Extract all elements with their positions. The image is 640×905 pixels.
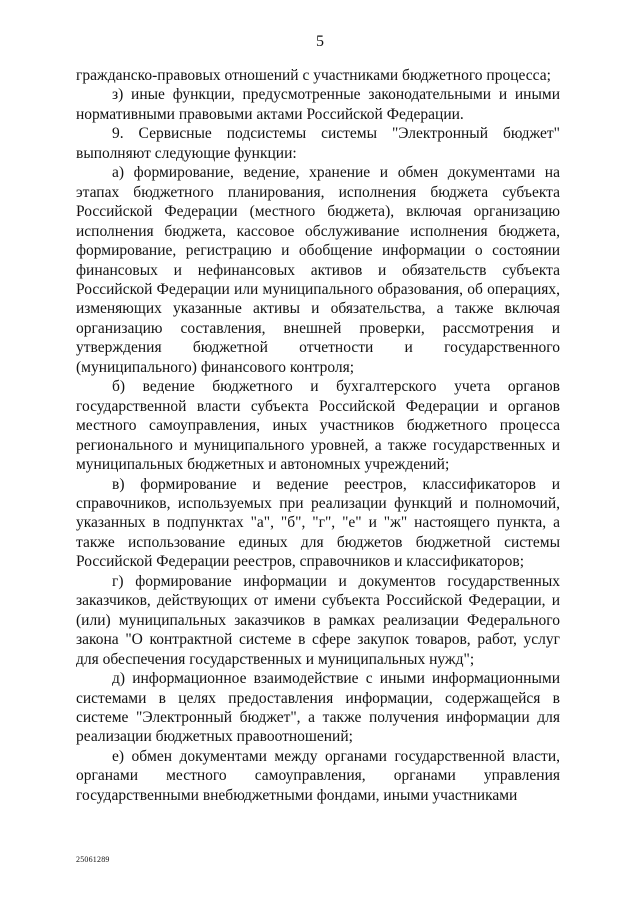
document-body (76, 66, 560, 805)
paragraph-section-9: 9. Сервисные подсистемы системы "Электронный бюджет" выполняют следующие функции: (76, 125, 560, 162)
paragraph-item-a: а) формирование, ведение, хранение и обмен документами на этапах бюджетного планирования, исполнения бюджета субъекта Российской Федерации (местного бюджета), включая организацию исполнения бюджета, кассовое обслуживание исполнения бюджета, формирование, регистрацию и обобщение информации о состоянии финансовых и нефинансовых активов и обязательств субъекта Российской Федерации или муниципального образования, об операциях, изменяющих указанные активы и обязательства, а также включая организацию составления, внешней проверки, рассмотрения и утверждения бюджетной отчетности и государственного (муниципального) финансового контроля; (76, 164, 560, 376)
paragraph-item-g: г) формирование информации и документов государственных заказчиков, действующих от имени субъекта Российской Федерации, и (или) муниципальных заказчиков в рамках реализации Федерального закона "О контрактной системе в сфере закупок товаров, работ, услуг для обеспечения государственных и муниципальных нужд"; (76, 572, 560, 668)
page-number: 5 (316, 33, 324, 50)
paragraph-item-z: з) иные функции, предусмотренные законодательными и иными нормативными правовыми актами Российской Федерации. (76, 86, 560, 123)
document-code: 25061289 (76, 855, 110, 864)
paragraph-item-b: б) ведение бюджетного и бухгалтерского учета органов государственной власти субъекта Российской Федерации и органов местного самоуправления, иных участников бюджетного процесса регионального и муниципального уровней, а также государственных и муниципальных бюджетных и автономных учреждений; (76, 378, 560, 474)
paragraph-item-v: в) формирование и ведение реестров, классификаторов и справочников, используемых при реализации функций и полномочий, указанных в подпунктах "а", "б", "г", "е" и "ж" настоящего пункта, а также использование единых для бюджетов бюджетной системы Российской Федерации реестров, справочников и классификаторов; (76, 475, 560, 571)
paragraph-item-d: д) информационное взаимодействие с иными информационными системами в целях предоставления информации, содержащейся в системе "Электронный бюджет", а также получения информации для реализации бюджетных правоотношений; (76, 670, 560, 746)
paragraph-continuation: гражданско-правовых отношений с участниками бюджетного процесса; (76, 67, 551, 84)
paragraph-item-e: е) обмен документами между органами государственной власти, органами местного самоуправления, органами управления государственными внебюджетными фондами, иными участниками (76, 747, 560, 804)
